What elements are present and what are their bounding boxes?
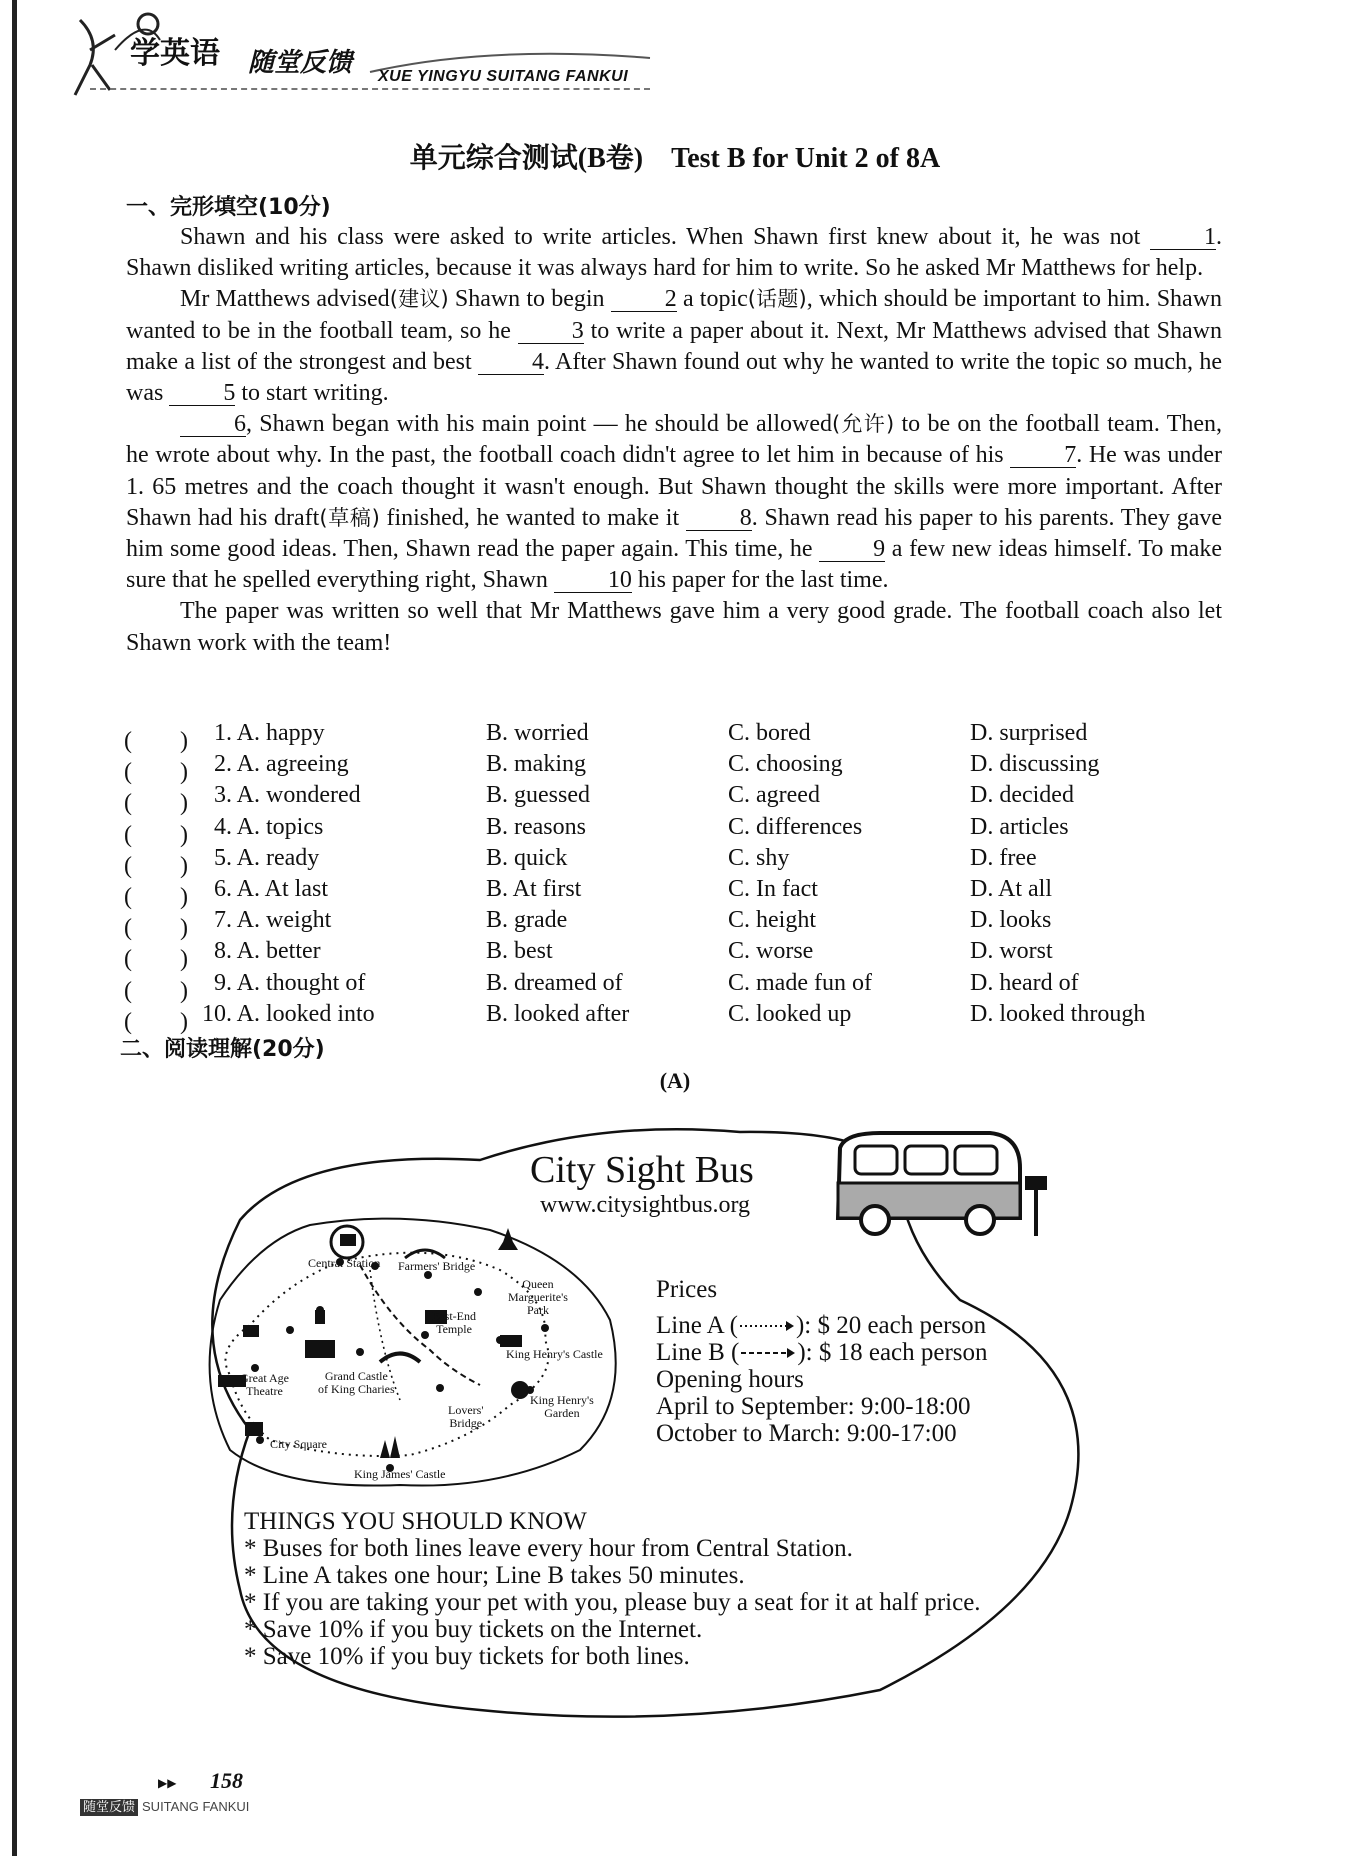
- footer-bar-en: SUITANG FANKUI: [142, 1799, 250, 1814]
- map-label-central-station: Central Station: [308, 1256, 381, 1270]
- answer-paren[interactable]: ( ): [124, 1008, 188, 1035]
- blank-10[interactable]: 10: [554, 568, 632, 593]
- answer-paren[interactable]: ( ): [124, 946, 188, 973]
- things-item: * If you are taking your pet with you, please buy a seat for it at half price.: [244, 1589, 981, 1616]
- logo-english: XUE YINGYU SUITANG FANKUI: [378, 68, 629, 85]
- option-row: ( ) 1. A. happy B. worried C. bored D. surprised: [124, 720, 1088, 754]
- footer-bar: [80, 1796, 278, 1814]
- things-item: * Buses for both lines leave every hour from Central Station.: [244, 1535, 853, 1562]
- map-label-henry-castle: King Henry's Castle: [506, 1347, 603, 1361]
- answer-paren[interactable]: ( ): [124, 977, 188, 1004]
- blank-2[interactable]: 2: [611, 287, 677, 312]
- option-row: ( ) 8. A. better B. best C. worse D. worst: [124, 938, 1053, 973]
- header-divider: [90, 88, 650, 90]
- line-b-price: Line B ( ): $ 18 each person: [656, 1339, 988, 1366]
- map-label-james-castle: King James' Castle: [354, 1467, 446, 1481]
- page-number: 158: [210, 1768, 243, 1793]
- dotted-arrow-icon: [738, 1319, 796, 1333]
- footer-bar-cn: 随堂反馈: [80, 1799, 138, 1816]
- option-row: ( ) 6. A. At last B. At first C. In fact D. At all: [124, 875, 1052, 910]
- options-list: [124, 720, 1234, 1035]
- map-label-great-age-theatre: Great Age Theatre: [240, 1371, 289, 1398]
- option-row: ( ) 9. A. thought of B. dreamed of C. made fun of D. heard of: [124, 969, 1079, 1004]
- blank-7[interactable]: 7: [1010, 443, 1076, 468]
- option-row: ( ) 2. A. agreeing B. making C. choosing D. discussing: [124, 751, 1100, 786]
- things-heading: THINGS YOU SHOULD KNOW: [244, 1508, 587, 1535]
- map-label-city-square: City Square: [270, 1437, 327, 1451]
- cloze-passage: [126, 222, 1222, 659]
- things-item: * Line A takes one hour; Line B takes 50 minutes.: [244, 1562, 745, 1589]
- map-label-henry-garden: King Henry's Garden: [530, 1393, 594, 1420]
- paragraph-4: The paper was written so well that Mr Matthews gave him a very good grade. The football coach also let Shawn work with the team!: [126, 598, 1222, 656]
- route-map: [200, 1200, 630, 1490]
- hours-label: Opening hours: [656, 1366, 804, 1393]
- bus-website[interactable]: www.citysightbus.org: [540, 1192, 750, 1218]
- map-label-queen-park: Queen Marguerite's Park: [508, 1277, 568, 1317]
- answer-paren[interactable]: ( ): [124, 915, 188, 942]
- logo-chinese-sub: 随堂反馈: [248, 48, 353, 78]
- option-row: ( ) 3. A. wondered B. guessed C. agreed D. decided: [124, 782, 1074, 817]
- things-item: * Save 10% if you buy tickets on the Internet.: [244, 1616, 703, 1643]
- part-label: (A): [659, 1068, 691, 1093]
- map-label-lovers-bridge: Lovers' Bridge: [448, 1403, 484, 1430]
- option-row: ( ) 5. A. ready B. quick C. shy D. free: [124, 844, 1037, 879]
- dashed-arrow-icon: [739, 1346, 797, 1360]
- blank-5[interactable]: 5: [169, 381, 235, 406]
- map-label-grand-castle: Grand Castle of King Charies: [318, 1369, 395, 1396]
- map-label-east-end-temple: East-End Temple: [432, 1309, 476, 1336]
- answer-paren[interactable]: ( ): [124, 728, 188, 754]
- hours-summer: April to September: 9:00-18:00: [656, 1393, 971, 1420]
- option-row: ( ) 10. A. looked into B. looked after C. looked up D. looked through: [124, 1000, 1146, 1035]
- answer-paren[interactable]: ( ): [124, 759, 188, 786]
- paragraph-2: Mr Matthews advised(建议) Shawn to begin 2 a topic(话题), which should be important to him. Shawn wanted to be in the football team, so he 3 to write a paper about it. Next, Mr Matthews advised that Shawn make a list of the strongest and best 4. After Shawn found out why he wanted to write the topic so much, he was 5 to start writing.: [126, 286, 1223, 407]
- section-heading-cloze: 一、完形填空(10分): [126, 195, 331, 220]
- logo-chinese: 学英语: [130, 36, 220, 71]
- footer-arrow-icon: ▶▶: [158, 1776, 177, 1790]
- option-row: ( ) 4. A. topics B. reasons C. differences D. articles: [124, 813, 1069, 848]
- map-label-farmers-bridge: Farmers' Bridge: [398, 1259, 476, 1273]
- blank-3[interactable]: 3: [518, 319, 584, 344]
- blank-1[interactable]: 1: [1150, 225, 1216, 250]
- page-title: 单元综合测试(B卷) Test B for Unit 2 of 8A: [409, 143, 941, 174]
- answer-paren[interactable]: ( ): [124, 883, 188, 910]
- paragraph-3: 6, Shawn began with his main point — he should be allowed(允许) to be on the football team. Then, he wrote about why. In the past, the football coach didn't agree to let him in because of his 7. He was under 1. 65 metres and the coach thought it wasn't enough. But Shawn thought the skills were more important. After Shawn had his draft(草稿) finished, he wanted to make it 8. Shawn read his paper to his parents. They gave him some good ideas. Then, Shawn read the paper again. This time, he 9 a few new ideas himself. To make sure that he spelled everything right, Shawn 10 his paper for the last time.: [126, 411, 1223, 594]
- answer-paren[interactable]: ( ): [124, 821, 188, 848]
- option-row: ( ) 7. A. weight B. grade C. height D. looks: [124, 907, 1052, 942]
- bus-title: City Sight Bus: [530, 1149, 754, 1191]
- blank-4[interactable]: 4: [478, 350, 544, 375]
- blank-8[interactable]: 8: [686, 506, 752, 531]
- blank-6[interactable]: 6: [180, 412, 246, 437]
- line-a-price: Line A ( ): $ 20 each person: [656, 1312, 987, 1339]
- prices-label: Prices: [656, 1276, 718, 1303]
- bus-icon: [820, 1128, 1060, 1246]
- answer-paren[interactable]: ( ): [124, 790, 188, 817]
- things-item: * Save 10% if you buy tickets for both lines.: [244, 1643, 690, 1670]
- page-edge-bar: [12, 0, 17, 1856]
- hours-winter: October to March: 9:00-17:00: [656, 1420, 957, 1447]
- section-heading-reading: 二、阅读理解(20分): [120, 1037, 325, 1062]
- paragraph-1: Shawn and his class were asked to write articles. When Shawn first knew about it, he was not 1. Shawn disliked writing articles, because it was always hard for him to write. So he asked Mr Matthews for help.: [126, 224, 1222, 282]
- answer-paren[interactable]: ( ): [124, 852, 188, 879]
- blank-9[interactable]: 9: [819, 537, 885, 562]
